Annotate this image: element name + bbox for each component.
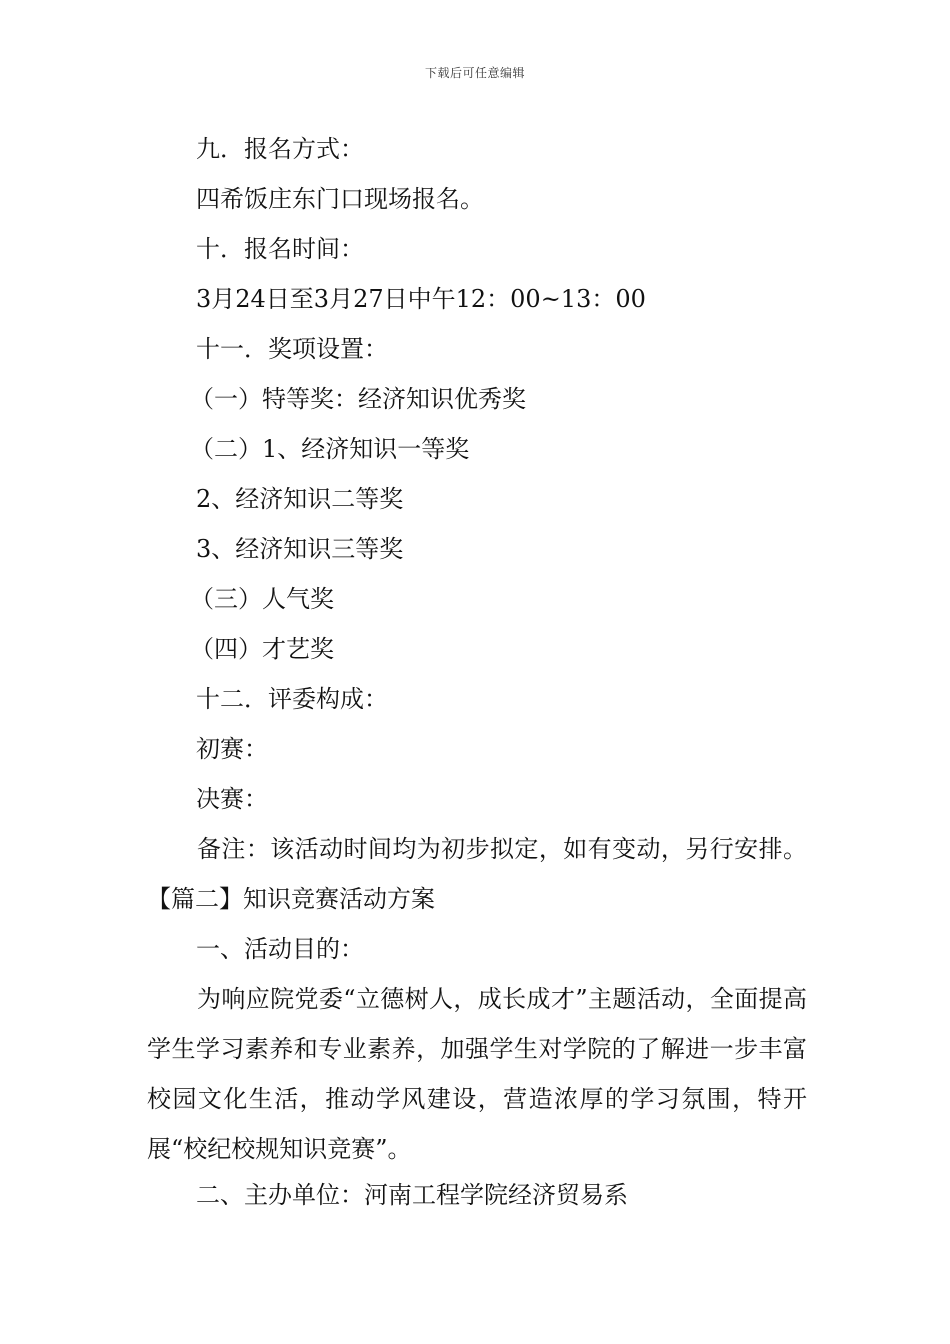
text-line: （四）才艺奖: [190, 635, 334, 663]
text-line: 3、经济知识三等奖: [196, 535, 404, 563]
section-title: 二、主办单位：河南工程学院经济贸易系: [196, 1181, 628, 1209]
text-line: 初赛：: [196, 735, 268, 763]
text-line: 九．报名方式：: [196, 135, 364, 163]
text-line: （一）特等奖：经济知识优秀奖: [190, 385, 526, 413]
text-line: （三）人气奖: [190, 585, 334, 613]
text-line: 四希饭庄东门口现场报名。: [196, 185, 484, 213]
text-line: 十．报名时间：: [196, 235, 364, 263]
page-header: 下载后可任意编辑: [424, 66, 525, 80]
purpose-paragraph: 为响应院党委“立德树人，成长成才”主题活动，全面提高学生学习素养和专业素养，加强学生对学院的了解进一步丰富校园文化生活，推动学风建设，营造浓厚的学习氛围，特开展“校纪校规知识竞赛”。: [147, 985, 807, 1163]
note-paragraph: 备注：该活动时间均为初步拟定，如有变动，另行安排。【篇二】知识竞赛活动方案: [147, 835, 807, 913]
section-title: 一、活动目的：: [196, 935, 364, 963]
text-line: 2、经济知识二等奖: [196, 485, 404, 513]
text-line: 决赛：: [196, 785, 268, 813]
text-line: 3月24日至3月27日中午12：00~13：00: [196, 285, 646, 313]
text-line: 十一．奖项设置：: [196, 335, 388, 363]
text-line: 十二．评委构成：: [196, 685, 388, 713]
text-line: （二）1、经济知识一等奖: [190, 435, 470, 463]
